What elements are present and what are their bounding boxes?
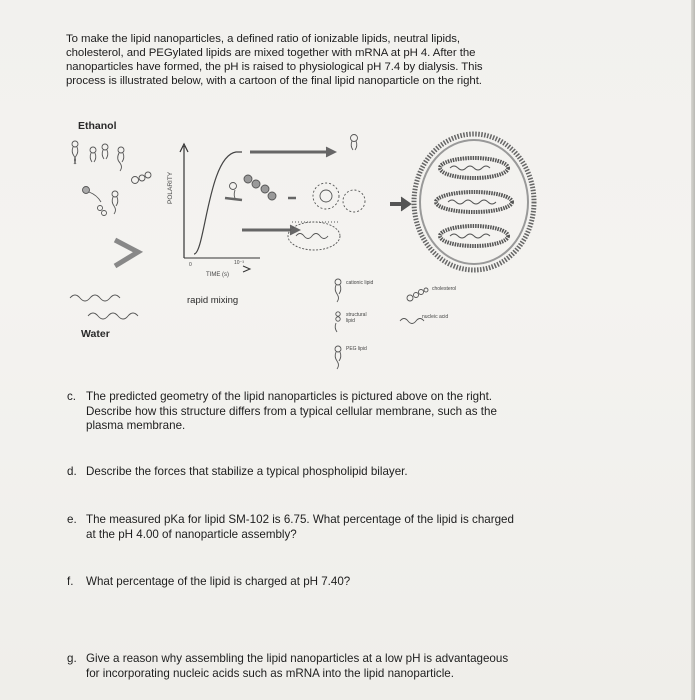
lipid-micelle bbox=[313, 183, 365, 212]
question-line: What percentage of the lipid is charged at pH 7.40? bbox=[86, 575, 351, 588]
intro-line: cholesterol, and PEGylated lipids are mixed together with mRNA at pH 4. After the bbox=[66, 47, 476, 59]
legend-nucleic-acid: nucleic acid bbox=[422, 314, 449, 320]
question-line: for incorporating nucleic acids such as mRNA into the lipid nanoparticle. bbox=[86, 666, 454, 680]
legend-cationic-lipid: cationic lipid bbox=[346, 280, 374, 286]
question-line: Describe the forces that stabilize a typical phospholipid bilayer. bbox=[86, 465, 408, 478]
legend-structural-lipid: structural lipid bbox=[346, 312, 367, 324]
question-label: g. bbox=[67, 652, 77, 665]
mrna-strand bbox=[88, 313, 138, 319]
mrna-strand bbox=[70, 295, 120, 301]
lipid-legend-icons bbox=[335, 279, 428, 369]
mixing-arrow bbox=[115, 240, 138, 266]
time-end-label: 10⁻³ bbox=[234, 260, 244, 266]
question-line: at the pH 4.00 of nanoparticle assembly? bbox=[86, 527, 297, 541]
mrna-lipid-complex bbox=[288, 222, 340, 250]
question-line: Describe how this structure differs from a typical cellular membrane, such as the bbox=[86, 404, 497, 418]
time-arrowhead bbox=[243, 266, 250, 272]
intro-paragraph bbox=[66, 32, 571, 88]
question-line: The predicted geometry of the lipid nanoparticles is pictured above on the right. bbox=[86, 390, 493, 403]
page-edge bbox=[691, 0, 695, 700]
question-label: c. bbox=[67, 390, 77, 403]
polarity-axis-label: POLARITY bbox=[167, 171, 174, 204]
question-line: The measured pKa for lipid SM-102 is 6.75. What percentage of the lipid is charged bbox=[86, 513, 514, 526]
intro-line: nanoparticles have formed, the pH is raised to physiological pH 7.4 by dialysis. This bbox=[66, 61, 483, 73]
question-label: d. bbox=[67, 465, 77, 478]
lnp-formation-figure bbox=[60, 116, 580, 378]
question-label: f. bbox=[67, 575, 74, 588]
question-line: plasma membrane. bbox=[86, 419, 186, 432]
water-label: Water bbox=[81, 328, 110, 340]
lipid-nanoparticle-drawing bbox=[414, 134, 534, 270]
question-line: Give a reason why assembling the lipid nanoparticles at a low pH is advantageous bbox=[86, 652, 509, 665]
intro-line: To make the lipid nanoparticles, a defined ratio of ionizable lipids, neutral lipids, bbox=[66, 33, 461, 45]
legend-cholesterol: cholesterol bbox=[432, 286, 457, 292]
ethanol-label: Ethanol bbox=[78, 120, 117, 132]
lnp-process-diagram bbox=[60, 116, 580, 378]
time-zero-label: 0 bbox=[189, 262, 192, 268]
legend-peg-lipid: PEG lipid bbox=[346, 346, 367, 352]
time-axis-label: TIME (s) bbox=[206, 272, 229, 278]
intro-line: process is illustrated below, with a cartoon of the final lipid nanoparticle on the right. bbox=[66, 75, 482, 87]
question-label: e. bbox=[67, 513, 77, 526]
rapid-mixing-label: rapid mixing bbox=[187, 295, 239, 306]
ethanol-lipids-drawing bbox=[72, 141, 151, 216]
polarity-curve bbox=[194, 152, 242, 254]
